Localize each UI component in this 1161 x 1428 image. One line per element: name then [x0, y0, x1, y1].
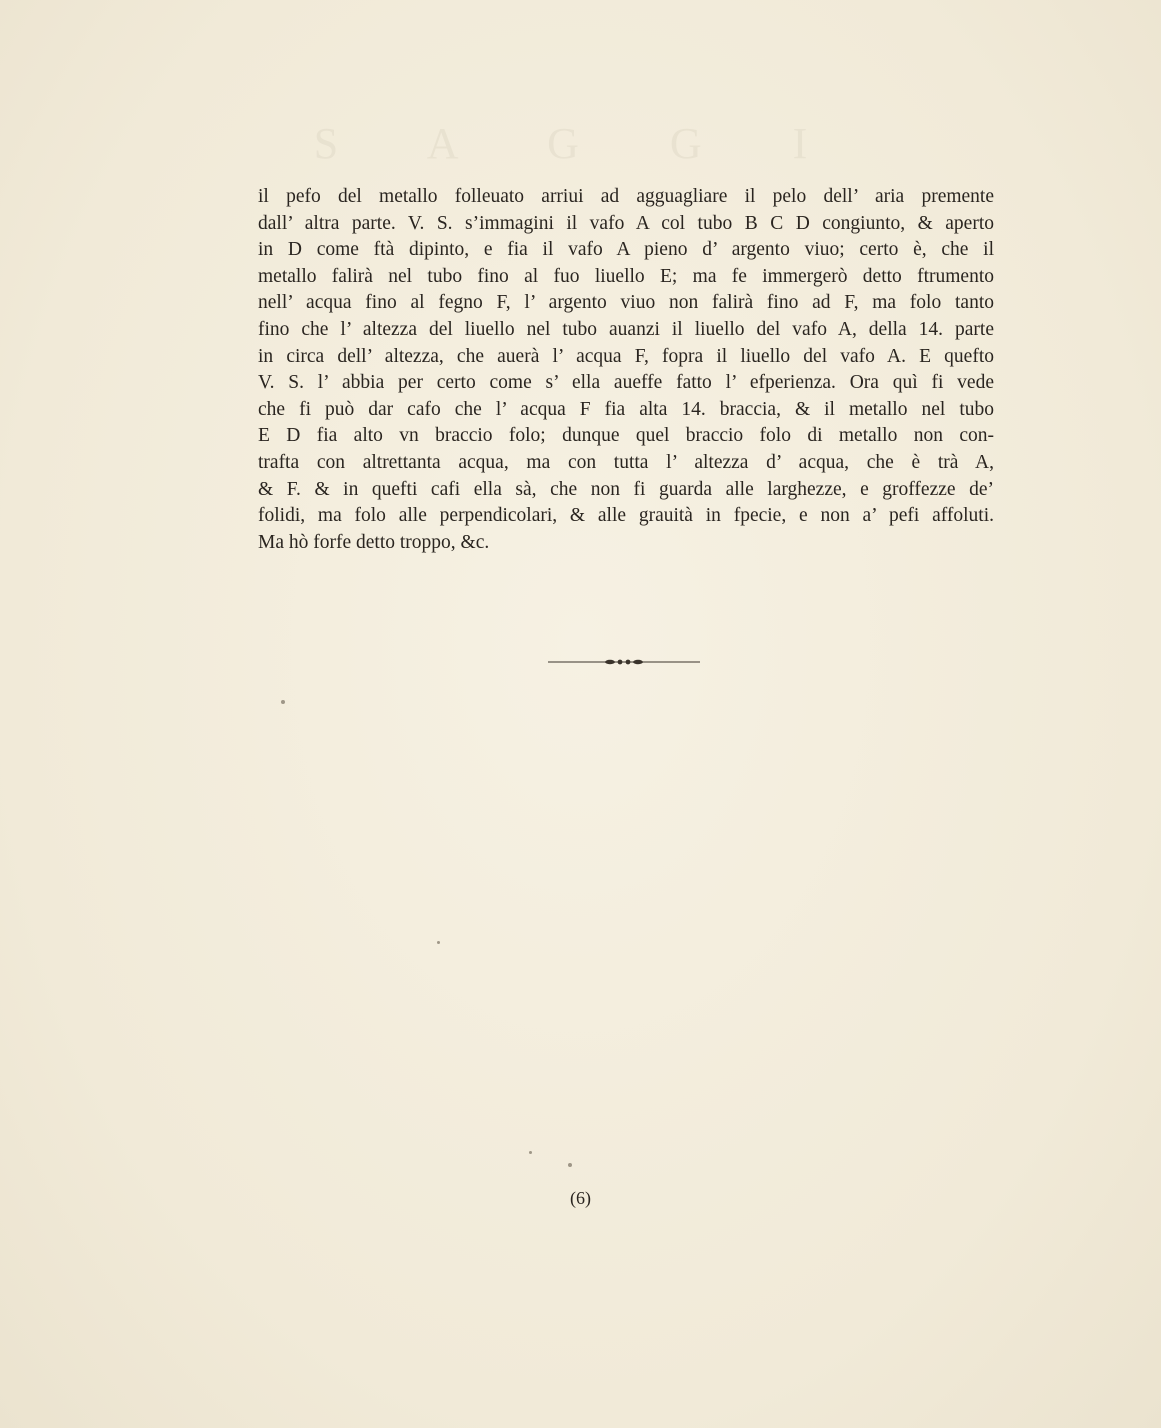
text-line: metallo falirà nel tubo fino al fuo liuello E; ma fe immergerò detto ftrumento [258, 265, 994, 287]
text-line: folidi, ma folo alle perpendicolari, & alle grauità in fpecie, e non a’ pefi affoluti. [258, 505, 994, 527]
text-line: trafta con altrettanta acqua, ma con tutta l’ altezza d’ acqua, che è trà A, [258, 451, 994, 473]
text-line: in D come ftà dipinto, e fia il vafo A pieno d’ argento viuo; certo è, che il [258, 239, 994, 261]
text-line: V. S. l’ abbia per certo come s’ ella aueffe fatto l’ efperienza. Ora quì fi vede [258, 372, 994, 394]
text-line: & F. & in quefti cafi ella sà, che non fi guarda alle larghezze, e groffezze de’ [258, 478, 994, 500]
text-line: dall’ altra parte. V. S. s’immagini il vafo A col tubo B C D congiunto, & aperto [258, 212, 994, 234]
bleed-through-heading: S A G G I [313, 119, 848, 168]
text-line: in circa dell’ altezza, che auerà l’ acqua F, fopra il liuello del vafo A. E quefto [258, 345, 994, 367]
text-line: che fi può dar cafo che l’ acqua F fia alta 14. braccia, & il metallo nel tubo [258, 398, 994, 420]
page-number: (6) [570, 1188, 591, 1208]
text-line: il pefo del metallo folleuato arriui ad agguagliare il pelo dell’ aria premente [258, 186, 994, 207]
text-line: E D fia alto vn braccio folo; dunque quel braccio folo di metallo non con- [258, 425, 994, 447]
text-line: Ma hò forfe detto troppo, &c. [258, 531, 490, 553]
text-line: fino che l’ altezza del liuello nel tubo auanzi il liuello del vafo A, della 14. parte [258, 318, 994, 340]
paper-speck [568, 1163, 572, 1167]
section-divider-ornament [548, 656, 700, 668]
text-line: nell’ acqua fino al fegno F, l’ argento viuo non falirà fino ad F, ma folo tanto [258, 292, 994, 314]
body-text [258, 184, 994, 556]
paper-speck [437, 941, 440, 944]
paper-speck [529, 1151, 532, 1154]
paper-speck [281, 700, 285, 704]
